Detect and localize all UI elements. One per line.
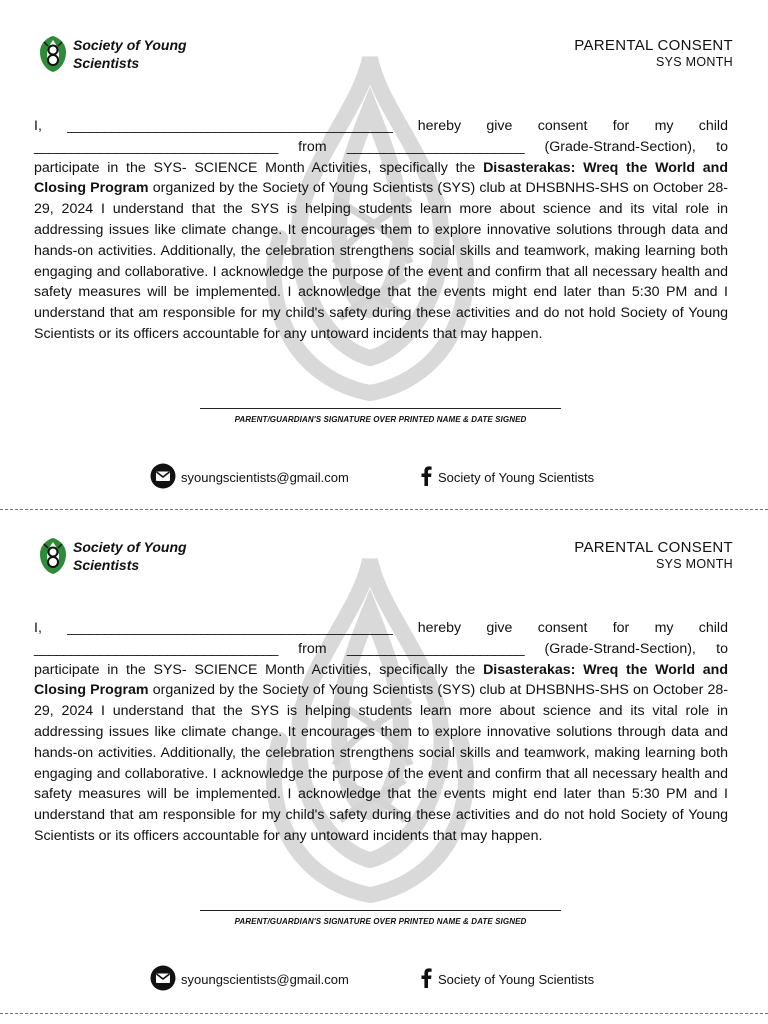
email-address: syoungscientists@gmail.com	[181, 469, 349, 485]
signature-line[interactable]	[200, 910, 561, 911]
grade-section-blank[interactable]: ________________________	[346, 138, 525, 155]
consent-paragraph	[34, 116, 728, 345]
email-contact	[150, 465, 349, 489]
consent-from: from	[298, 138, 327, 155]
grade-section-blank[interactable]: ________________________	[346, 640, 525, 657]
organization-name: Society of Young Scientists	[73, 37, 187, 71]
consent-form-2	[0, 510, 768, 1011]
child-name-blank[interactable]: _________________________________	[34, 640, 278, 657]
consent-hereby: hereby give consent for my child	[417, 118, 728, 134]
cut-line-divider	[0, 1013, 768, 1014]
envelope-icon	[150, 965, 181, 994]
signature-label: PARENT/GUARDIAN'S SIGNATURE OVER PRINTED NAME & DATE SIGNED	[234, 917, 527, 926]
signature-label: PARENT/GUARDIAN'S SIGNATURE OVER PRINTED NAME & DATE SIGNED	[234, 415, 527, 424]
facebook-page-name: Society of Young Scientists	[438, 469, 595, 485]
facebook-icon	[420, 466, 438, 489]
sys-logo-icon	[36, 34, 70, 74]
consent-body: organized by the Society of Young Scientists (SYS) club at DHSBNHS-SHS on October 28-29, 2024 I understand that the SYS is helping students learn more about science and its vital role in addressing issues like climate change. It encourages them to explore innovative solutions through data and hands-on activities. Additionally, the celebration strengthens social skills and teamwork, making learning both engaging and collaborative. I acknowledge the purpose of the event and confirm that all necessary health and safety measures will be implemented. I acknowledge that the events might end later than 5:30 PM and I understand that am responsible for my child's safety during these activities and do not hold Society of Young Scientists or its officers accountable for any untoward incidents that may happen.	[34, 682, 729, 844]
document-title: PARENTAL CONSENT	[574, 37, 733, 54]
grade-label: (Grade-Strand-Section), to participate in the SYS- SCIENCE Month Activities, specifically the	[34, 138, 728, 176]
consent-i: I,	[34, 118, 42, 134]
email-contact	[150, 967, 349, 991]
facebook-icon	[420, 968, 438, 991]
parent-name-blank[interactable]: ____________________________________________	[67, 118, 393, 134]
consent-form-1	[0, 8, 768, 509]
grade-label: (Grade-Strand-Section), to participate in the SYS- SCIENCE Month Activities, specifically the	[34, 640, 728, 678]
email-address: syoungscientists@gmail.com	[181, 971, 349, 987]
signature-line[interactable]	[200, 408, 561, 409]
event-name: Disasterakas: Wreq the World and Closing Program	[34, 159, 728, 197]
facebook-contact	[420, 967, 594, 991]
consent-i: I,	[34, 620, 42, 636]
document-subtitle: SYS MONTH	[655, 55, 733, 69]
consent-hereby: hereby give consent for my child	[417, 620, 728, 636]
consent-body: organized by the Society of Young Scientists (SYS) club at DHSBNHS-SHS on October 28-29, 2024 I understand that the SYS is helping students learn more about science and its vital role in addressing issues like climate change. It encourages them to explore innovative solutions through data and hands-on activities. Additionally, the celebration strengthens social skills and teamwork, making learning both engaging and collaborative. I acknowledge the purpose of the event and confirm that all necessary health and safety measures will be implemented. I acknowledge that the events might end later than 5:30 PM and I understand that am responsible for my child's safety during these activities and do not hold Society of Young Scientists or its officers accountable for any untoward incidents that may happen.	[34, 180, 729, 342]
document-subtitle: SYS MONTH	[655, 557, 733, 571]
envelope-icon	[150, 463, 181, 492]
consent-from: from	[298, 640, 327, 657]
facebook-contact	[420, 465, 594, 489]
document-title: PARENTAL CONSENT	[574, 539, 733, 556]
organization-name: Society of Young Scientists	[73, 539, 187, 573]
consent-paragraph	[34, 618, 728, 847]
child-name-blank[interactable]: _________________________________	[34, 138, 278, 155]
event-name: Disasterakas: Wreq the World and Closing Program	[34, 661, 728, 699]
sys-logo-icon	[36, 536, 70, 576]
facebook-page-name: Society of Young Scientists	[438, 971, 595, 987]
parent-name-blank[interactable]: ____________________________________________	[67, 620, 393, 636]
